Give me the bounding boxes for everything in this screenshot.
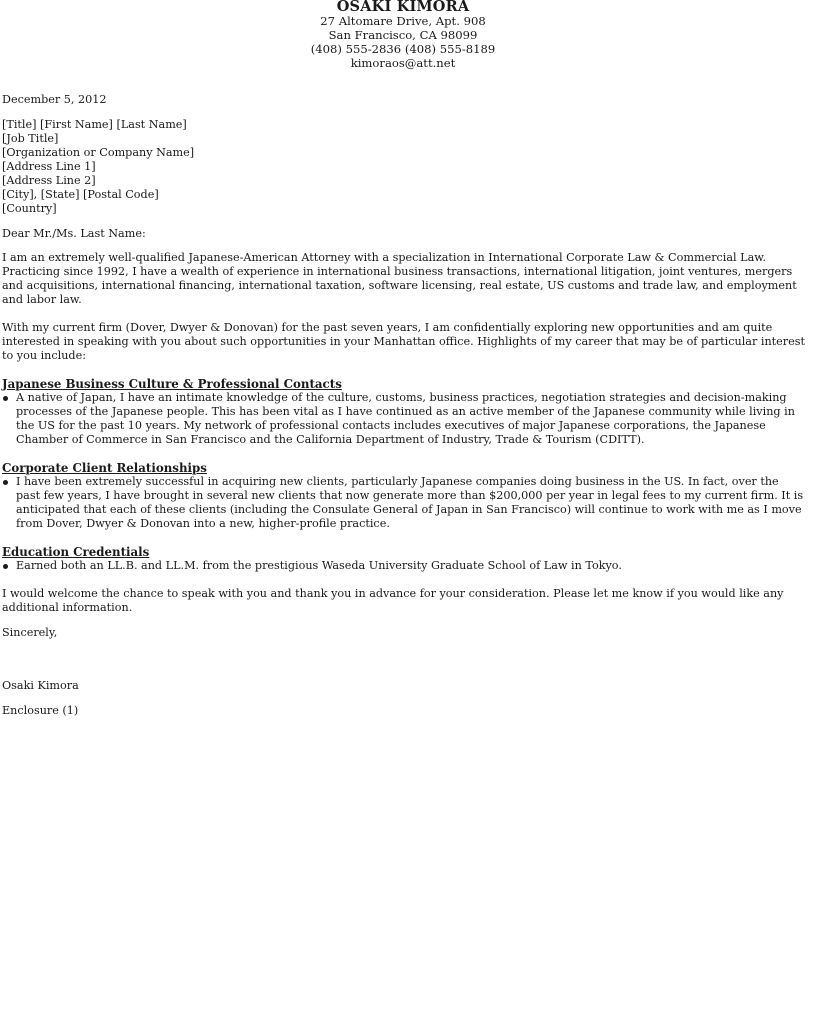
recipient-line: [City], [State] [Postal Code] [2, 188, 159, 201]
recipient-line: [Address Line 1] [2, 160, 96, 173]
bullet-icon [3, 480, 8, 485]
sender-phones: (408) 555-2836 (408) 555-8189 [310, 42, 496, 56]
enclosure: Enclosure (1) [2, 704, 79, 717]
sender-name: OSAKI KIMORA [336, 0, 470, 15]
closing: Sincerely, [2, 626, 58, 639]
bullet-text: Earned both an LL.B. and LL.M. from the prestigious Waseda University Graduate School of Law in Tokyo. [16, 559, 622, 572]
salutation: Dear Mr./Ms. Last Name: [2, 227, 146, 240]
intro-paragraph: I am an extremely well-qualified Japanese-American Attorney with a specialization in International Corporate Law & Commercial Law. Practicing since 1992, I have a wealth of experience in international business transactions, international litigation, joint ventures, mergers and acquisitions, international financing, international taxation, software licensing, real estate, US customs and trade law, and employment and labor law. [2, 251, 797, 306]
section-heading-culture: Japanese Business Culture & Professional Contacts [2, 377, 342, 391]
list-item [0, 475, 806, 531]
signature-name: Osaki Kimora [2, 679, 79, 692]
second-paragraph: With my current firm (Dover, Dwyer & Donovan) for the past seven years, I am confidentially exploring new opportunities and am quite interested in speaking with you about such opportunities in your Manhattan office. Highlights of my career that may be of particular interest to you include: [2, 321, 805, 362]
bullet-text: A native of Japan, I have an intimate knowledge of the culture, customs, business practices, negotiation strategies and decision-making processes of the Japanese people. This has been vital as I have continued as an active member of the Japanese community while living in the US for the past 10 years. My network of professional contacts includes executives of major Japanese corporations, the Japanese Chamber of Commerce in San Francisco and the California Department of Industry, Trade & Tourism (CDITT). [16, 391, 795, 446]
recipient-line: [Country] [2, 202, 57, 215]
recipient-line: [Address Line 2] [2, 174, 96, 187]
section-heading-education: Education Credentials [2, 545, 150, 559]
recipient-line: [Organization or Company Name] [2, 146, 195, 159]
recipient-block [2, 118, 807, 216]
bullet-icon [3, 564, 8, 569]
recipient-line: [Job Title] [2, 132, 59, 145]
bullet-text: I have been extremely successful in acquiring new clients, particularly Japanese companies doing business in the US. In fact, over the past few years, I have brought in several new clients that now generate more than $200,000 per year in legal fees to my current firm. It is anticipated that each of these clients (including the Consulate General of Japan in San Francisco) will continue to work with me as I move from Dover, Dwyer & Donovan into a new, higher-profile practice. [16, 475, 804, 530]
list-item [0, 559, 806, 573]
sender-address-line-2: San Francisco, CA 98099 [328, 28, 478, 42]
sender-email: kimoraos@att.net [350, 56, 456, 70]
sender-address-line-1: 27 Altomare Drive, Apt. 908 [320, 14, 486, 28]
list-item [0, 391, 806, 447]
recipient-line: [Title] [First Name] [Last Name] [2, 118, 187, 131]
letter-header [0, 0, 806, 70]
letter-date: December 5, 2012 [2, 93, 107, 106]
section-heading-clients: Corporate Client Relationships [2, 461, 207, 475]
bullet-icon [3, 396, 8, 401]
closing-paragraph: I would welcome the chance to speak with you and thank you in advance for your consideration. Please let me know if you would like any additional information. [2, 587, 784, 614]
